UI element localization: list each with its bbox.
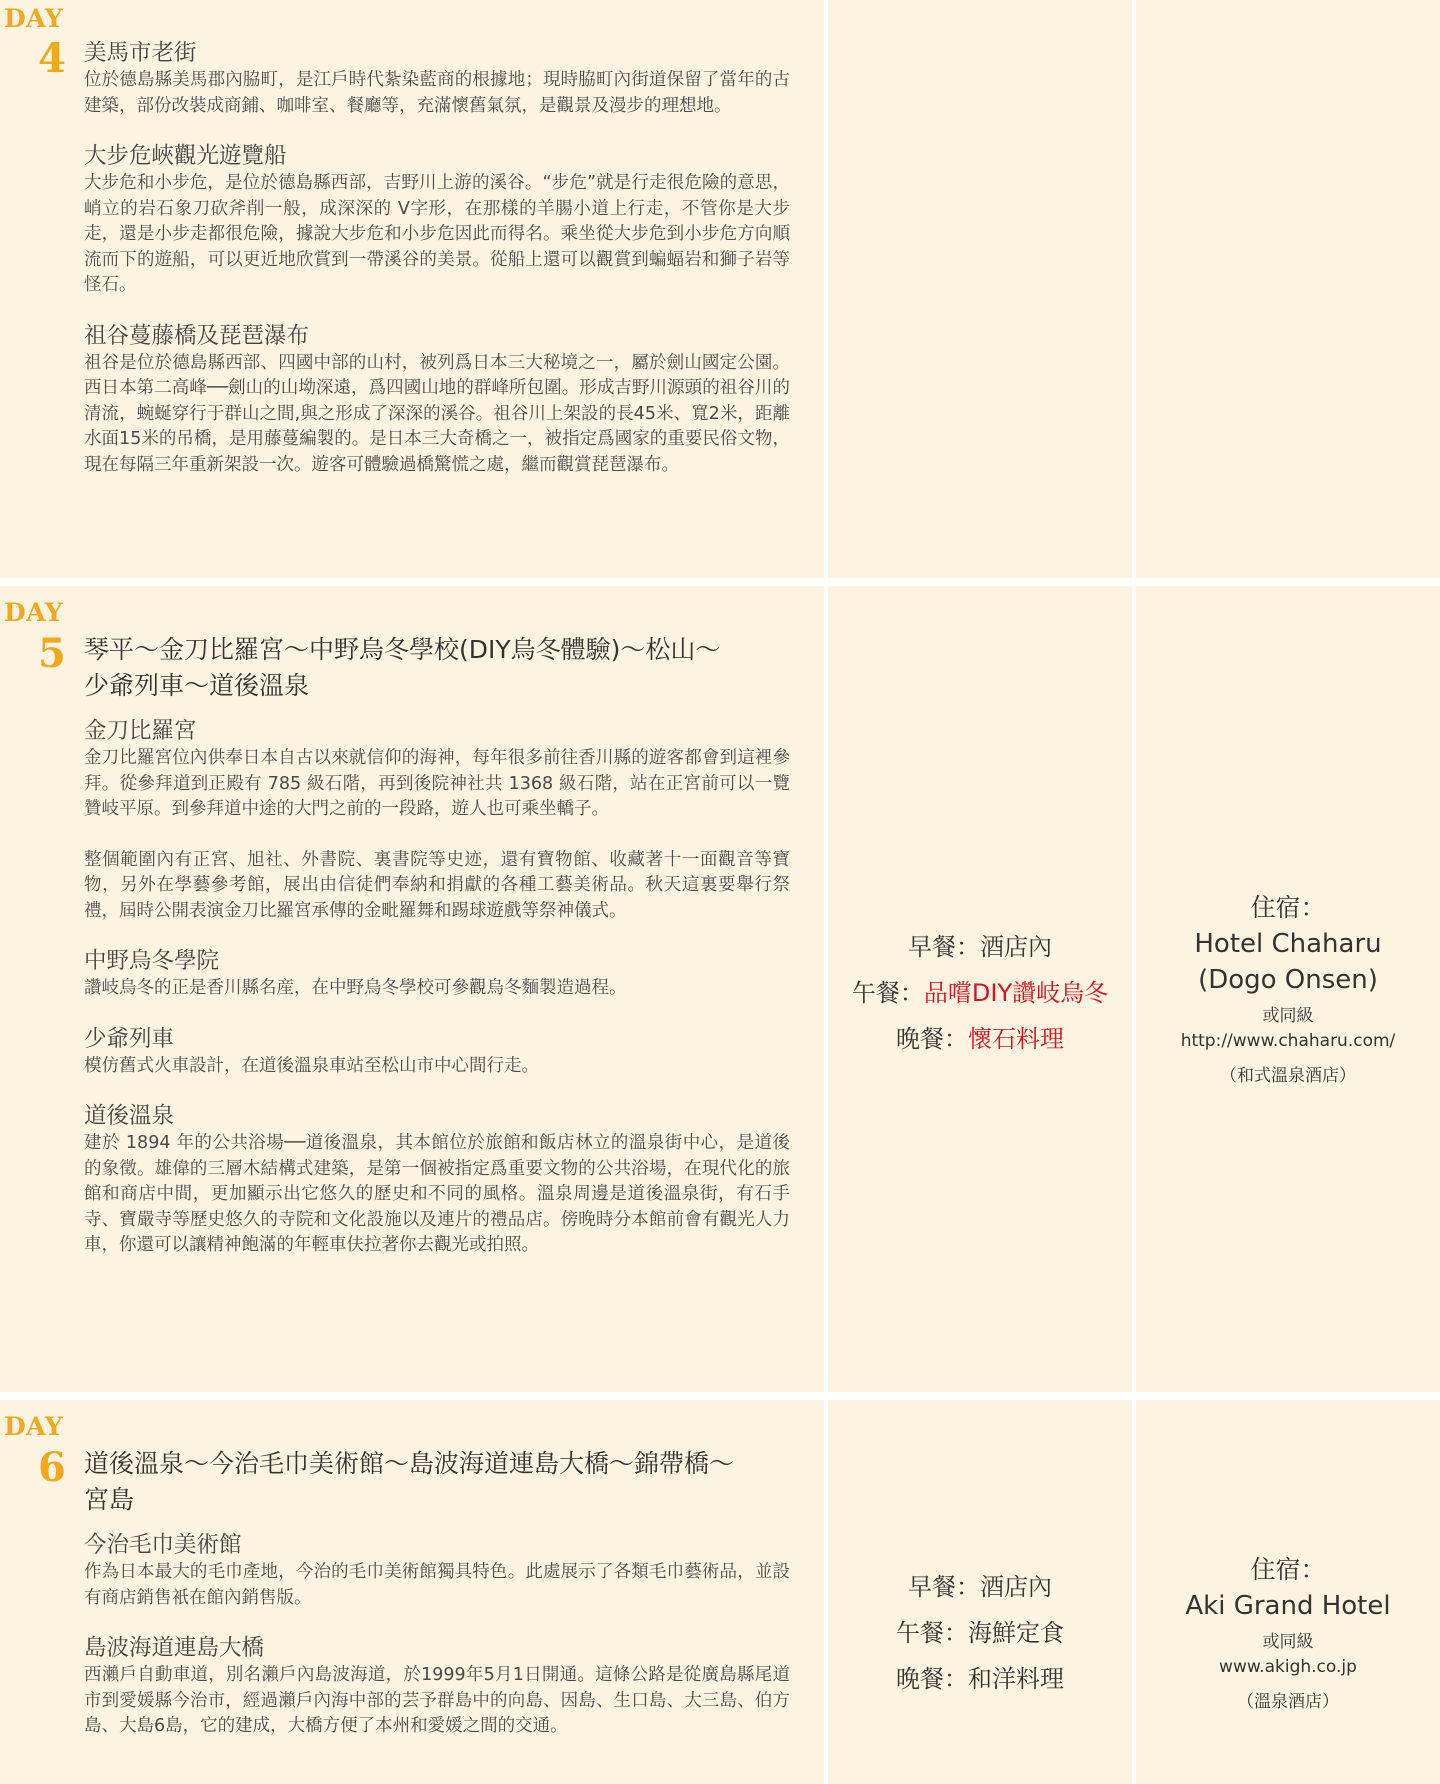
meals-cell xyxy=(828,1400,1132,1784)
meal-label: 午餐： xyxy=(896,1619,968,1647)
meal-label: 午餐： xyxy=(851,979,924,1007)
meals-list xyxy=(828,1564,1132,1702)
day-row-6 xyxy=(0,1400,1440,1784)
hotel-label: 住宿： xyxy=(1250,1555,1326,1584)
section xyxy=(84,1633,790,1740)
hotel-cell xyxy=(1136,0,1440,578)
meal-value: 品嚐DIY讚岐烏冬 xyxy=(923,979,1109,1007)
section-paragraph: 西瀨戶自動車道，別名瀨戶內島波海道，於1999年5月1日開通。這條公路是從廣島縣尾道市到愛媛縣今治市，經過瀨戶內海中部的芸予群島中的向島、因島、生口島、大三島、伯方島、大島6島，它的建成，大橋方便了本州和愛媛之間的交通。 xyxy=(84,1665,790,1736)
section-title: 祖谷蔓藤橋及琵琶瀑布 xyxy=(84,322,310,349)
route-title xyxy=(84,1446,790,1518)
section-title: 島波海道連島大橋 xyxy=(84,1635,265,1661)
day-label: DAY xyxy=(4,1412,64,1441)
hotel-equivalent: 或同級 xyxy=(1262,1632,1314,1652)
meal-label: 晚餐： xyxy=(896,1665,968,1693)
section-paragraph: 祖谷是位於德島縣西部、四國中部的山村，被列爲日本三大秘境之一，屬於劍山國定公園。西日本第二高峰──劍山的山坳深遠，爲四國山地的群峰所包圍。形成吉野川源頭的祖谷川的清流，蜿蜒穿行于群山之間,與之形成了深深的溪谷。祖谷川上架設的長45米、寬2米，距離水面15米的吊橋，是用藤蔓編製的。是日本三大奇橋之一，被指定爲國家的重要民俗文物，現在每隔三年重新架設一次。遊客可體驗過橋驚慌之處，繼而觀賞琵琶瀑布。 xyxy=(84,352,790,475)
section xyxy=(84,141,790,299)
meal-breakfast xyxy=(828,1564,1132,1610)
meal-value: 酒店內 xyxy=(980,1573,1052,1601)
day-number: 4 xyxy=(38,35,66,82)
hotel-cell xyxy=(1136,1400,1440,1784)
section-paragraph: 建於 1894 年的公共浴場──道後溫泉，其本館位於旅館和飯店林立的溫泉街中心，是道後的象徵。雄偉的三層木結構式建築，是第一個被指定爲重要文物的公共浴場，在現代化的旅館和商店中間，更加顯示出它悠久的歷史和不同的風格。溫泉周邊是道後溫泉街，有石手寺、寶嚴寺等歷史悠久的寺院和文化設施以及連片的禮品店。傍晚時分本館前會有觀光人力車，你還可以讓精神飽滿的年輕車伕拉著你去觀光或拍照。 xyxy=(84,1133,790,1255)
itinerary-cell xyxy=(0,1400,824,1784)
meal-lunch xyxy=(828,1610,1132,1656)
route-line: 宮島 xyxy=(84,1485,135,1514)
section-title: 美馬市老街 xyxy=(84,40,197,66)
meal-value: 海鮮定食 xyxy=(968,1619,1064,1647)
day-label: DAY xyxy=(4,4,64,33)
hotel-info xyxy=(1136,1552,1440,1714)
meal-value: 懷石料理 xyxy=(968,1025,1064,1053)
section-title: 少爺列車 xyxy=(84,1025,175,1052)
hotel-url[interactable]: www.akigh.co.jp xyxy=(1219,1657,1357,1677)
day-content xyxy=(84,38,790,500)
section xyxy=(84,716,790,924)
meal-lunch xyxy=(828,970,1132,1016)
meal-label: 早餐： xyxy=(908,1573,980,1601)
meal-breakfast xyxy=(828,924,1132,970)
section-title: 今治毛巾美術館 xyxy=(84,1532,242,1558)
section-paragraph: 整個範圍內有正宮、旭社、外書院、裏書院等史迹，還有寶物館、收藏著十一面觀音等寶物，另外在學藝參考館，展出由信徒們奉納和捐獻的各種工藝美術品。秋天這裏要舉行祭禮，屆時公開表演金刀比羅宮承傳的金毗羅舞和踢球遊戲等祭神儀式。 xyxy=(84,849,790,921)
meal-dinner xyxy=(828,1016,1132,1062)
route-line: 少爺列車～道後溫泉 xyxy=(84,671,310,700)
section-title: 大步危峽觀光遊覽船 xyxy=(84,143,287,169)
meals-cell xyxy=(828,586,1132,1392)
hotel-equivalent: 或同級 xyxy=(1262,1006,1314,1026)
route-line: 道後溫泉～今治毛巾美術館～島波海道連島大橋～錦帶橋～ xyxy=(84,1449,735,1478)
itinerary-cell xyxy=(0,586,824,1392)
section-paragraph: 金刀比羅宮位內供奉日本自古以來就信仰的海神，每年很多前往香川縣的遊客都會到這裡參拜。從參拜道到正殿有 785 級石階，再到後院神社共 1368 級石階，站在正宮前可以一覽贊岐平原。到參拜道中途的大門之前的一段路，遊人也可乘坐轎子。 xyxy=(84,748,790,819)
meal-dinner xyxy=(828,1656,1132,1702)
route-title xyxy=(84,632,790,704)
day-number: 5 xyxy=(38,630,66,677)
hotel-name: Aki Grand Hotel xyxy=(1185,1591,1391,1621)
meal-label: 晚餐： xyxy=(896,1025,968,1053)
section-title: 道後溫泉 xyxy=(84,1103,175,1129)
meal-label: 早餐： xyxy=(908,933,980,961)
hotel-info xyxy=(1136,890,1440,1088)
meals-cell xyxy=(828,0,1132,578)
day-label: DAY xyxy=(4,598,64,627)
day-number: 6 xyxy=(38,1444,66,1491)
hotel-name: Hotel Chaharu xyxy=(1194,929,1382,959)
section-paragraph: 大步危和小步危，是位於德島縣西部，吉野川上游的溪谷。“步危”就是行走很危險的意思，峭立的岩石象刀砍斧削一般，成深深的 V字形，在那樣的羊腸小道上行走，不管你是大步走，還是小步走都很危險，據說大步危和小步危因此而得名。乘坐從大步危到小步危方向順流而下的遊船，可以更近地欣賞到一帶溪谷的美景。從船上還可以觀賞到蝙蝠岩和獅子岩等怪石。 xyxy=(84,173,790,295)
section xyxy=(84,1024,790,1080)
route-line: 琴平～金刀比羅宮～中野烏冬學校(DIY烏冬體驗)～松山～ xyxy=(84,635,721,664)
section-paragraph: 讚岐烏冬的正是香川縣名産，在中野烏冬學校可參觀烏冬麵製造過程。 xyxy=(84,978,627,998)
hotel-note: （和式溫泉酒店） xyxy=(1220,1066,1356,1086)
hotel-label: 住宿： xyxy=(1250,893,1326,922)
day-content xyxy=(84,1446,790,1762)
day-content xyxy=(84,632,790,1281)
day-row-5 xyxy=(0,586,1440,1392)
hotel-note: （溫泉酒店） xyxy=(1237,1692,1339,1712)
section-paragraph: 模仿舊式火車設計，在道後溫泉車站至松山市中心間行走。 xyxy=(84,1055,539,1076)
section xyxy=(84,321,790,479)
section-paragraph: 作為日本最大的毛巾產地，今治的毛巾美術館獨具特色。此處展示了各類毛巾藝術品，並設有商店銷售衹在館內銷售版。 xyxy=(84,1562,790,1608)
section xyxy=(84,946,790,1002)
section xyxy=(84,1530,790,1611)
hotel-name: (Dogo Onsen) xyxy=(1198,965,1378,995)
meals-list xyxy=(828,924,1132,1062)
section-title: 金刀比羅宮 xyxy=(84,718,197,744)
hotel-cell xyxy=(1136,586,1440,1392)
itinerary-cell xyxy=(0,0,824,578)
meal-value: 和洋料理 xyxy=(968,1665,1064,1693)
hotel-url[interactable]: http://www.chaharu.com/ xyxy=(1180,1031,1396,1051)
section xyxy=(84,1101,790,1259)
day-row-4 xyxy=(0,0,1440,578)
meal-value: 酒店內 xyxy=(980,933,1052,961)
section-paragraph: 位於德島縣美馬郡內脇町，是江戶時代紮染藍商的根據地；現時脇町內街道保留了當年的古建築，部份改裝成商鋪、咖啡室、餐廳等，充滿懷舊氣氛，是觀景及漫步的理想地。 xyxy=(84,70,790,116)
section-title: 中野烏冬學院 xyxy=(84,948,220,974)
section xyxy=(84,38,790,119)
